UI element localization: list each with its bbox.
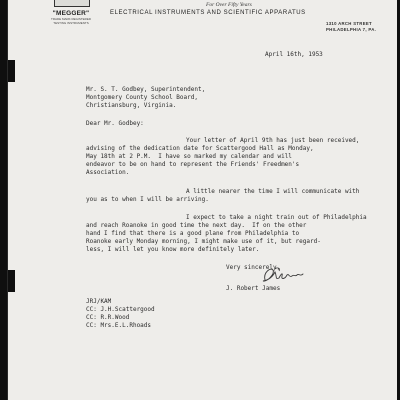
handwritten-signature xyxy=(259,264,309,286)
closing: Very sincerely, xyxy=(226,264,281,271)
paragraph-3-line: and reach Roanoke in good time the next day. If on the other xyxy=(86,222,307,229)
scan-edge-shadow xyxy=(8,270,15,292)
letterhead-tagline: For Over Fifty Years xyxy=(206,2,252,8)
paragraph-1-line: Your letter of April 9th has just been received, xyxy=(186,137,360,144)
megger-logo xyxy=(46,0,96,24)
cc-line: CC: R.R.Wood xyxy=(86,314,130,321)
letter-date: April 16th, 1953 xyxy=(265,51,323,58)
letter-page xyxy=(7,0,397,400)
reference-initials: JRJ/KAM xyxy=(86,298,112,305)
logo-subtext: TRADE MARK REGISTERED TESTING INSTRUMENTS xyxy=(50,17,91,25)
recipient-line-2: Montgomery County School Board, xyxy=(86,94,198,101)
scan-edge-shadow xyxy=(8,60,15,82)
paragraph-1-line: May 18th at 2 P.M. I have so marked my calendar and will xyxy=(86,153,292,160)
salutation: Dear Mr. Godbey: xyxy=(86,120,144,127)
recipient-line-1: Mr. S. T. Godbey, Superintendent, xyxy=(86,86,206,93)
paragraph-3-line: hand I find that there is a good plane from Philadelphia to xyxy=(86,230,300,237)
logo-name: "MEGGER" xyxy=(52,10,90,17)
letterhead-address-city: PHILADELPHIA 7, PA. xyxy=(326,27,377,32)
paragraph-1-line: advising of the dedication date for Scattergood Hall as Monday, xyxy=(86,145,314,152)
paragraph-2-line: A little nearer the time I will communicate with xyxy=(186,188,360,195)
paragraph-3-line: Roanoke early Monday morning, I might make use of it, but regard- xyxy=(86,238,321,245)
recipient-line-3: Christiansburg, Virginia. xyxy=(86,102,177,109)
paragraph-1-line: endeavor to be on hand to represent the Friends' Freedmen's xyxy=(86,161,300,168)
paragraph-3-line: I expect to take a night train out of Philadelphia xyxy=(186,214,367,221)
cc-line: CC: J.H.Scattergood xyxy=(86,306,155,313)
signer-name: J. Robert James xyxy=(226,285,281,292)
paragraph-3-line: less, I will let you know more definitely later. xyxy=(86,246,260,253)
letterhead-company-line: ELECTRICAL INSTRUMENTS AND SCIENTIFIC APPARATUS xyxy=(110,10,306,16)
letterhead-address-street: 1310 ARCH STREET xyxy=(326,21,372,26)
cc-line: CC: Mrs.E.L.Rhoads xyxy=(86,322,152,329)
paragraph-1-line: Association. xyxy=(86,169,130,176)
paragraph-2-line: you as to when I will be arriving. xyxy=(86,196,209,203)
logo-emblem xyxy=(54,0,90,7)
